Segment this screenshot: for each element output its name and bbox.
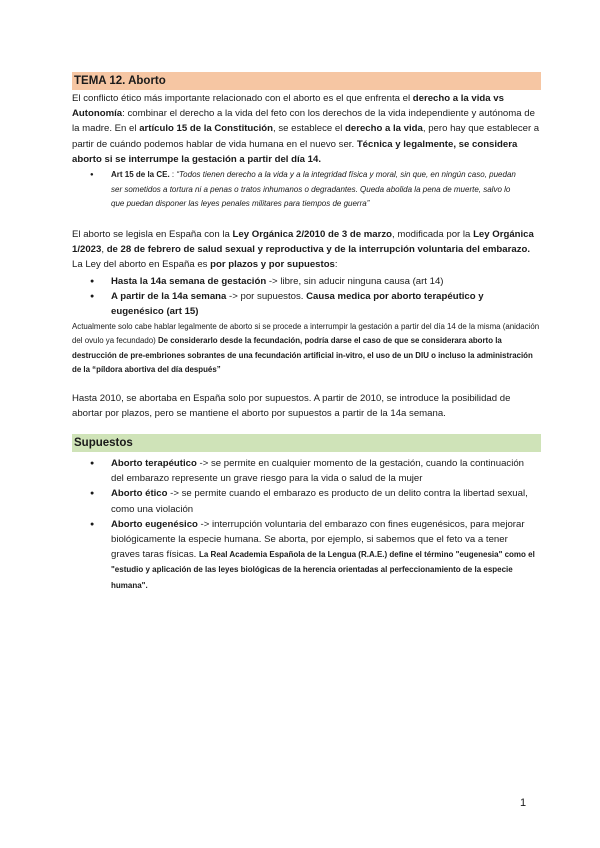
list-item xyxy=(90,289,536,319)
list-item xyxy=(90,486,536,516)
art15-label: Art 15 de la CE. xyxy=(111,170,170,179)
supuestos-list xyxy=(90,456,536,593)
ley-bold-4: por plazos y por supuestos xyxy=(210,259,335,271)
ley-text-4: La Ley del aborto en España es xyxy=(72,259,211,271)
ley-text-1: El aborto se legisla en España con la xyxy=(72,229,233,240)
supuesto-bold-2: La Real Academia Española de la Lengua (R.A.E.) define el término "eugenesia" como el "estudio y aplicación de las leyes biológicas de la herencia orientadas al perfeccionamiento de la especie humana". xyxy=(111,550,535,590)
actual-text: Actualmente solo cabe hablar legalmente de aborto si se procede a interrumpir la gestación a partir del día 14 de la misma (anidación del ovulo ya fecundado) xyxy=(72,322,540,346)
plazo-bold: A partir de la 14a semana xyxy=(111,291,227,303)
actual-bold: De considerarlo desde la fecundación, podría darse el caso de que se considerara aborto la destrucción de pre-embriones sobrantes de una fecundación artificial in-vitro, el uso de un DIU o incluso la administración de la “píldora abortiva del día después” xyxy=(72,336,533,375)
ley-text-3: , xyxy=(101,244,107,256)
intro-text-2: : combinar el derecho a la vida del feto con los derechos de la vida independiente y autónoma de la madre. En el xyxy=(72,108,535,135)
supuesto-text: -> se permite en cualquier momento de la gestación, cuando la continuación del embarazo represente un grave riesgo para la vida o salud de la mujer xyxy=(111,458,525,485)
supuesto-text: -> se permite cuando el embarazo es producto de un delito contra la libertad sexual, como una violación xyxy=(111,488,528,515)
ley-text-5: : xyxy=(334,259,338,271)
supuestos-title: Supuestos xyxy=(72,434,541,452)
ley-bold-3: de 28 de febrero de salud sexual y reproductiva y de la interrupción voluntaria del embarazo. xyxy=(106,244,531,256)
intro-paragraph xyxy=(72,91,542,167)
art15-separator: : xyxy=(169,170,177,179)
list-item xyxy=(90,456,536,486)
supuesto-bold: Aborto eugenésico xyxy=(111,518,198,530)
plazo-bold-2: Causa medica por aborto terapéutico y eugenésico (art 15) xyxy=(111,291,484,318)
intro-text-1: El conflicto ético más importante relacionado con el aborto es el que enfrenta el xyxy=(72,93,413,104)
plazos-list xyxy=(90,274,536,320)
ley-bold-1: Ley Orgánica 2/2010 de 3 de marzo xyxy=(232,229,392,240)
actual-paragraph xyxy=(72,320,542,378)
supuesto-bold: Aborto terapéutico xyxy=(111,458,197,469)
plazo-text: -> por supuestos. xyxy=(226,291,307,303)
intro-bold-1: derecho a la vida vs Autonomía xyxy=(72,93,504,120)
plazo-bold: Hasta la 14a semana de gestación xyxy=(111,276,267,287)
intro-text-4: , pero hay que establecer a partir de cuándo podemos hablar de vida humana en el nuevo ser. xyxy=(72,123,540,150)
intro-bold-2: artículo 15 de la Constitución xyxy=(139,123,274,135)
ley-paragraph xyxy=(72,227,542,273)
page-number: 1 xyxy=(520,797,527,809)
intro-bold-4: Técnica y legalmente, se considera aborto si se interrumpe la gestación a partir del día 14. xyxy=(72,138,518,165)
plazo-text: -> libre, sin aducir ninguna causa (art 14) xyxy=(266,276,444,287)
section-title: TEMA 12. Aborto xyxy=(72,72,541,90)
list-item xyxy=(90,517,536,593)
art15-quote: “Todos tienen derecho a la vida y a la integridad física y moral, sin que, en ningún caso, puedan ser sometidos a tortura ni a penas o tratos inhumanos o degradantes. Queda abolida la pena de muerte, salvo lo que puedan disponer las leyes penales militares para tiempos de guerra” xyxy=(111,170,516,208)
intro-text-3: , se establece el xyxy=(273,123,346,135)
ley-text-2: , modificada por la xyxy=(392,229,474,240)
ley-bold-2: Ley Orgánica 1/2023 xyxy=(72,229,534,256)
list-item xyxy=(90,168,518,212)
intro-bold-3: derecho a la vida xyxy=(345,123,423,135)
art15-list xyxy=(90,168,518,212)
supuesto-bold: Aborto ético xyxy=(111,488,168,500)
hasta2010-paragraph: Hasta 2010, se abortaba en España solo por supuestos. A partir de 2010, se introduce la posibilidad de abortar por plazos, pero se mantiene el aborto por supuestos a partir de la 14a semana. xyxy=(72,393,511,420)
supuesto-text: -> interrupción voluntaria del embarazo con fines eugenésicos, para mejorar biológicamente la especie humana. Se aborta, por ejemplo, si sabemos que el feto va a tener graves taras físicas. xyxy=(111,518,525,561)
list-item xyxy=(90,274,536,289)
